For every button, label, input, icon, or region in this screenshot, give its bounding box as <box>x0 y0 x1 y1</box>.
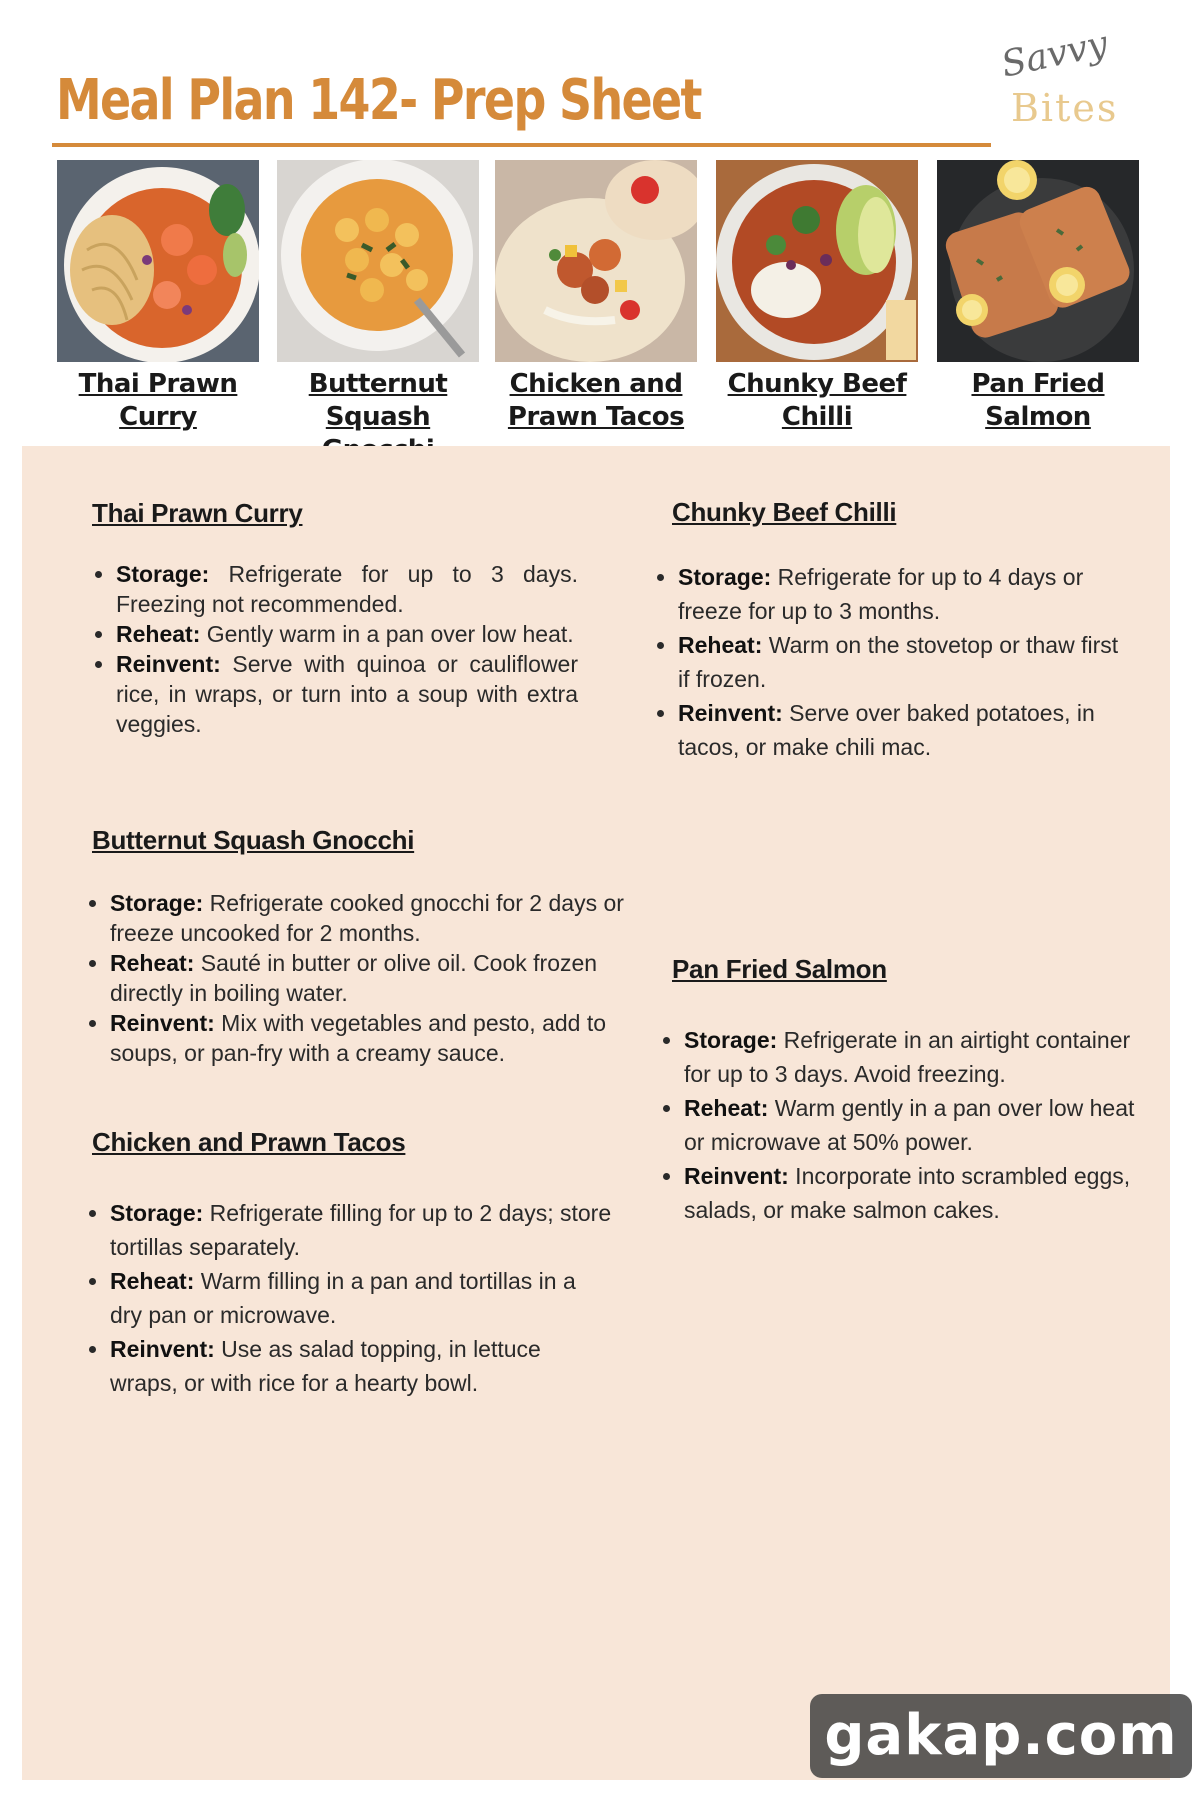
meal-card-butternut-squash-gnocchi <box>277 160 479 467</box>
brand-logo-bites: Bites <box>1011 86 1119 130</box>
tip-label: Reinvent: <box>110 1010 215 1036</box>
list-item <box>116 649 578 739</box>
page-title: Meal Plan 142- Prep Sheet <box>56 68 701 133</box>
section-pan-fried-salmon <box>672 954 1152 1227</box>
brand-logo <box>995 23 1125 140</box>
meal-card-pan-fried-salmon <box>937 160 1139 434</box>
tip-text: Warm filling in a pan and tortillas in a dry pan or microwave. <box>110 1268 576 1328</box>
tip-text: Refrigerate cooked gnocchi for 2 days or freeze uncooked for 2 months. <box>110 890 624 946</box>
tip-label: Storage: <box>110 1200 204 1226</box>
tacos-photo-icon <box>495 160 697 362</box>
tip-text: Refrigerate for up to 4 days or freeze for up to 3 months. <box>678 564 1084 624</box>
tip-text: Use as salad topping, in lettuce wraps, or with rice for a hearty bowl. <box>110 1336 541 1396</box>
section-butternut-squash-gnocchi <box>92 825 662 1068</box>
tips-list <box>92 888 662 1068</box>
meal-name: Thai Prawn Curry <box>78 369 238 432</box>
tip-text: Mix with vegetables and pesto, add to soups, or pan-fry with a creamy sauce. <box>110 1010 607 1066</box>
tip-label: Reinvent: <box>110 1336 215 1362</box>
list-item <box>110 1008 662 1068</box>
meal-card-thai-prawn-curry <box>57 160 259 434</box>
list-item <box>110 888 662 948</box>
tip-text: Refrigerate for up to 3 days. Freezing not recommended. <box>116 561 578 617</box>
tip-text: Warm gently in a pan over low heat or microwave at 50% power. <box>684 1095 1135 1155</box>
tip-text: Serve with quinoa or cauliflower rice, in wraps, or turn into a soup with extra veggies. <box>116 651 578 737</box>
tip-label: Reheat: <box>116 621 201 647</box>
section-chicken-and-prawn-tacos <box>92 1127 612 1400</box>
tip-text: Refrigerate in an airtight container for up to 3 days. Avoid freezing. <box>684 1027 1131 1087</box>
tips-list <box>672 1023 1152 1227</box>
list-item <box>684 1023 1152 1091</box>
tips-list <box>672 560 1132 764</box>
section-title: Pan Fried Salmon <box>672 954 887 984</box>
tip-label: Reinvent: <box>684 1163 789 1189</box>
tip-label: Storage: <box>684 1027 778 1053</box>
tip-text: Warm on the stovetop or thaw first if frozen. <box>678 632 1119 692</box>
tip-label: Storage: <box>116 561 210 587</box>
section-title: Thai Prawn Curry <box>92 498 303 528</box>
list-item <box>116 559 578 619</box>
meal-card-chunky-beef-chilli <box>716 160 918 434</box>
tip-label: Reheat: <box>110 950 195 976</box>
tip-label: Reheat: <box>110 1268 195 1294</box>
tips-list <box>92 1196 612 1400</box>
list-item <box>678 628 1132 696</box>
list-item <box>684 1159 1152 1227</box>
list-item <box>678 696 1132 764</box>
meal-name: Chunky Beef Chilli <box>727 369 907 432</box>
section-title: Butternut Squash Gnocchi <box>92 825 415 855</box>
section-chunky-beef-chilli <box>672 497 1132 764</box>
brand-logo-script: Savvy <box>997 23 1112 86</box>
salmon-photo-icon <box>937 160 1139 362</box>
list-item <box>684 1091 1152 1159</box>
chilli-photo-icon <box>716 160 918 362</box>
meal-name: Chicken and Prawn Tacos <box>507 369 685 432</box>
tip-text: Gently warm in a pan over low heat. <box>200 621 574 647</box>
section-title: Chicken and Prawn Tacos <box>92 1127 406 1157</box>
tip-text: Sauté in butter or olive oil. Cook frozen directly in boiling water. <box>110 950 598 1006</box>
tip-text: Serve over baked potatoes, in tacos, or make chili mac. <box>678 700 1095 760</box>
meal-name: Pan Fried Salmon <box>971 369 1105 432</box>
tip-label: Storage: <box>678 564 772 590</box>
list-item <box>110 1264 612 1332</box>
prawn-curry-photo-icon <box>57 160 259 362</box>
list-item <box>110 1196 612 1264</box>
list-item <box>116 619 578 649</box>
tip-text: Refrigerate filling for up to 2 days; store tortillas separately. <box>110 1200 612 1260</box>
tip-label: Reinvent: <box>678 700 783 726</box>
list-item <box>110 948 662 1008</box>
section-title: Chunky Beef Chilli <box>672 497 897 527</box>
tip-label: Reheat: <box>678 632 763 658</box>
tip-label: Reinvent: <box>116 651 221 677</box>
tip-label: Reheat: <box>684 1095 769 1121</box>
watermark: gakap.com <box>810 1694 1192 1778</box>
list-item <box>110 1332 612 1400</box>
tip-label: Storage: <box>110 890 204 916</box>
tips-list <box>92 559 578 739</box>
title-underline <box>52 143 991 147</box>
list-item <box>678 560 1132 628</box>
meal-card-chicken-and-prawn-tacos <box>495 160 697 434</box>
tip-text: Incorporate into scrambled eggs, salads, or make salmon cakes. <box>684 1163 1131 1223</box>
gnocchi-photo-icon <box>277 160 479 362</box>
meal-name: Butternut Squash <box>308 369 448 432</box>
section-thai-prawn-curry <box>92 498 578 739</box>
